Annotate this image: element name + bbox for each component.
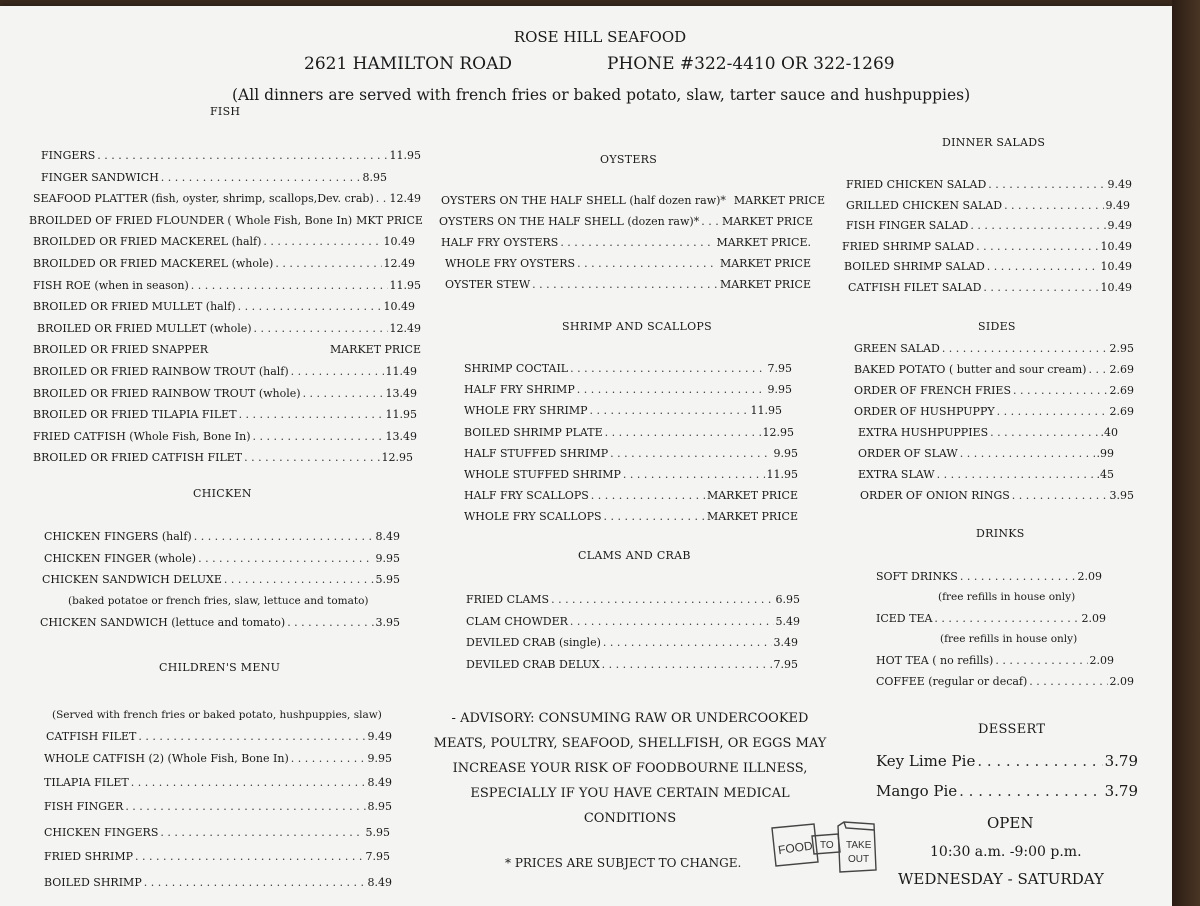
menu-item: DEVILED CRAB (single) . . . 3.49 — [466, 636, 800, 658]
menu-item: BAKED POTATO ( butter and sour cream) . . . 2.69 — [854, 363, 1134, 384]
menu-item: BROILED OR FRIED RAINBOW TROUT (half) . . . 11.49 — [33, 365, 421, 387]
shrimp-title: SHRIMP AND SCALLOPS — [562, 320, 712, 333]
stamp-to: TO — [820, 840, 834, 851]
prices-note: * PRICES ARE SUBJECT TO CHANGE. — [505, 856, 742, 870]
menu-item: FISH FINGER . . . 8.95 — [44, 800, 392, 826]
refill-note: (free refills in house only) — [940, 633, 1078, 645]
menu-item: BROILED OR FRIED RAINBOW TROUT (whole) . . . 13.49 — [33, 387, 421, 409]
hours-time: 10:30 a.m. -9:00 p.m. — [930, 844, 1082, 860]
menu-item: WHOLE FRY OYSTERS . . . MARKET PRICE — [441, 257, 813, 278]
menu-item: CLAM CHOWDER . . . 5.49 — [466, 615, 800, 637]
oysters-title: OYSTERS — [600, 153, 658, 166]
hours-title: OPEN — [987, 814, 1034, 832]
menu-item: FINGER SANDWICH . . . 8.95 — [33, 171, 421, 193]
children-list — [44, 730, 392, 898]
hours-days: WEDNESDAY - SATURDAY — [898, 870, 1104, 888]
chicken-list — [40, 530, 400, 638]
menu-item: Key Lime Pie . . . 3.79 — [876, 752, 1138, 782]
menu-item: COFFEE (regular or decaf) . . . 2.09 — [876, 675, 1134, 696]
menu-item: OYSTERS ON THE HALF SHELL (dozen raw)* . . . MARKET PRICE — [439, 215, 813, 236]
menu-item: HALF FRY SHRIMP . . . 9.95 — [464, 383, 798, 404]
oysters-list — [439, 194, 825, 299]
menu-item: HALF FRY SCALLOPS . . . MARKET PRICE — [464, 489, 798, 510]
clams-title: CLAMS AND CRAB — [578, 549, 691, 562]
menu-item: BROILED OR FRIED SNAPPER MARKET PRICE — [33, 343, 421, 357]
menu-item: OYSTERS ON THE HALF SHELL (half dozen raw)* MARKET PRICE — [441, 194, 825, 207]
menu-item: CHICKEN FINGERS (half) . . . 8.49 — [44, 530, 400, 552]
sides-list — [854, 342, 1134, 510]
menu-item: BROILED OR FRIED MULLET (whole) . . . 12.49 — [33, 322, 421, 344]
salads-list — [842, 178, 1132, 301]
dessert-title: DESSERT — [978, 722, 1046, 737]
menu-item: EXTRA SLAW . . . .45 — [854, 468, 1134, 489]
menu-item: FISH ROE (when in season) . . . 11.95 — [33, 279, 421, 301]
menu-item: CATFISH FILET . . . 9.49 — [44, 730, 392, 752]
menu-item: SOFT DRINKS . . . 2.09 — [876, 570, 1134, 591]
sides-title: SIDES — [978, 320, 1016, 333]
menu-item: CHICKEN FINGER (whole) . . . 9.95 — [44, 552, 400, 574]
refill-note: (free refills in house only) — [938, 591, 1076, 603]
children-note: (Served with french fries or baked potato, hushpuppies, slaw) — [52, 709, 382, 721]
menu-item: CHICKEN SANDWICH (lettuce and tomato) . . . 3.95 — [40, 616, 400, 638]
restaurant-phone: PHONE #322-4410 OR 322-1269 — [607, 54, 895, 74]
menu-page — [0, 6, 1172, 906]
menu-item: SHRIMP COCTAIL . . . 7.95 — [464, 362, 798, 383]
menu-item: ORDER OF FRENCH FRIES . . . 2.69 — [854, 384, 1134, 405]
menu-item: CHICKEN FINGERS . . . 5.95 — [44, 826, 392, 850]
menu-item: BROILDED OR FRIED MACKEREL (whole) . . . 12.49 — [33, 257, 421, 279]
menu-item: TILAPIA FILET . . . 8.49 — [44, 776, 392, 800]
menu-item: BROILED OR FRIED CATFISH FILET . . . 12.95 — [33, 451, 421, 473]
menu-item: HALF FRY OYSTERS . . . MARKET PRICE. — [441, 236, 813, 257]
menu-item: WHOLE CATFISH (2) (Whole Fish, Bone In) . . . 9.95 — [44, 752, 392, 776]
menu-item: EXTRA HUSHPUPPIES . . . .40 — [854, 426, 1134, 447]
menu-item: HOT TEA ( no refills) . . . 2.09 — [876, 654, 1134, 675]
menu-item: SEAFOOD PLATTER (fish, oyster, shrimp, scallops,Dev. crab) . . . 12.49 — [33, 192, 421, 214]
deluxe-note: (baked potatoe or french fries, slaw, lettuce and tomato) — [68, 594, 369, 607]
menu-item: FRIED SHRIMP SALAD . . . 10.49 — [842, 240, 1132, 261]
menu-item: FRIED CHICKEN SALAD . . . 9.49 — [846, 178, 1132, 199]
menu-item: BOILED SHRIMP PLATE . . . 12.95 — [464, 426, 798, 447]
menu-item: BROILDED OR FRIED MACKEREL (half) . . . 10.49 — [33, 235, 421, 257]
menu-item: CATFISH FILET SALAD . . . 10.49 — [846, 281, 1132, 302]
menu-item: GRILLED CHICKEN SALAD . . . 9.49 — [846, 199, 1132, 220]
background-edge — [1172, 0, 1200, 906]
menu-item: FRIED CLAMS . . . 6.95 — [466, 593, 800, 615]
menu-item: DEVILED CRAB DELUX . . . 7.95 — [466, 658, 800, 680]
menu-item: WHOLE FRY SHRIMP . . . 11.95 — [464, 404, 798, 425]
children-title: CHILDREN'S MENU — [159, 661, 281, 674]
menu-item: FRIED CATFISH (Whole Fish, Bone In) . . . 13.49 — [33, 430, 421, 452]
menu-item: ORDER OF HUSHPUPPY . . . 2.69 — [854, 405, 1134, 426]
menu-item: BROILDED OF FRIED FLOUNDER ( Whole Fish, Bone In) MKT PRICE — [29, 213, 423, 227]
menu-item: ICED TEA . . . 2.09 — [876, 612, 1134, 633]
drinks-title: DRINKS — [976, 527, 1025, 540]
dessert-list — [876, 752, 1138, 812]
menu-item: GREEN SALAD . . . 2.95 — [854, 342, 1134, 363]
menu-item: FRIED SHRIMP . . . 7.95 — [44, 850, 392, 876]
shrimp-list — [464, 362, 798, 532]
menu-item: ORDER OF ONION RINGS . . . 3.95 — [854, 489, 1134, 510]
menu-item: WHOLE STUFFED SHRIMP . . . 11.95 — [464, 468, 798, 489]
menu-item: BOILED SHRIMP . . . 8.49 — [44, 876, 392, 898]
drinks-list — [876, 570, 1134, 696]
menu-item: FINGERS . . . 11.95 — [33, 149, 421, 171]
stamp-out: OUT — [848, 854, 870, 865]
served-note: (All dinners are served with french fries or baked potato, slaw, tarter sauce and hushpuppies) — [232, 86, 971, 104]
restaurant-address: 2621 HAMILTON ROAD — [304, 54, 512, 74]
fish-title: FISH — [210, 105, 241, 118]
menu-item: BOILED SHRIMP SALAD . . . 10.49 — [844, 260, 1132, 281]
menu-item: ORDER OF SLAW . . . .99 — [854, 447, 1134, 468]
menu-item: HALF STUFFED SHRIMP . . . 9.95 — [464, 447, 798, 468]
menu-item: FISH FINGER SALAD . . . 9.49 — [846, 219, 1132, 240]
food-to-take-out-stamp — [768, 818, 880, 874]
menu-item: WHOLE FRY SCALLOPS . . . MARKET PRICE — [464, 510, 798, 531]
chicken-title: CHICKEN — [193, 487, 252, 500]
advisory-notice: - ADVISORY: CONSUMING RAW OR UNDERCOOKED MEATS, POULTRY, SEAFOOD, SHELLFISH, OR EGGS MAY INCREASE YOUR RISK OF FOODBOURNE ILLNESS, ESPECIALLY IF YOU HAVE CERTAIN MEDICAL CONDITIONS — [433, 711, 827, 826]
stamp-take: TAKE — [846, 840, 872, 851]
menu-item: BROILED OR FRIED TILAPIA FILET . . . 11.95 — [33, 408, 421, 430]
salads-title: DINNER SALADS — [942, 136, 1046, 149]
fish-list — [29, 149, 423, 473]
menu-item: OYSTER STEW . . . MARKET PRICE — [441, 278, 813, 299]
menu-item: Mango Pie . . . 3.79 — [876, 782, 1138, 812]
restaurant-name: ROSE HILL SEAFOOD — [513, 28, 687, 46]
stamp-food: FOOD — [777, 838, 814, 858]
menu-item: CHICKEN SANDWICH DELUXE . . . 5.95 — [42, 573, 400, 595]
clams-list — [466, 593, 800, 679]
menu-item: BROILED OR FRIED MULLET (half) . . . 10.49 — [33, 300, 421, 322]
